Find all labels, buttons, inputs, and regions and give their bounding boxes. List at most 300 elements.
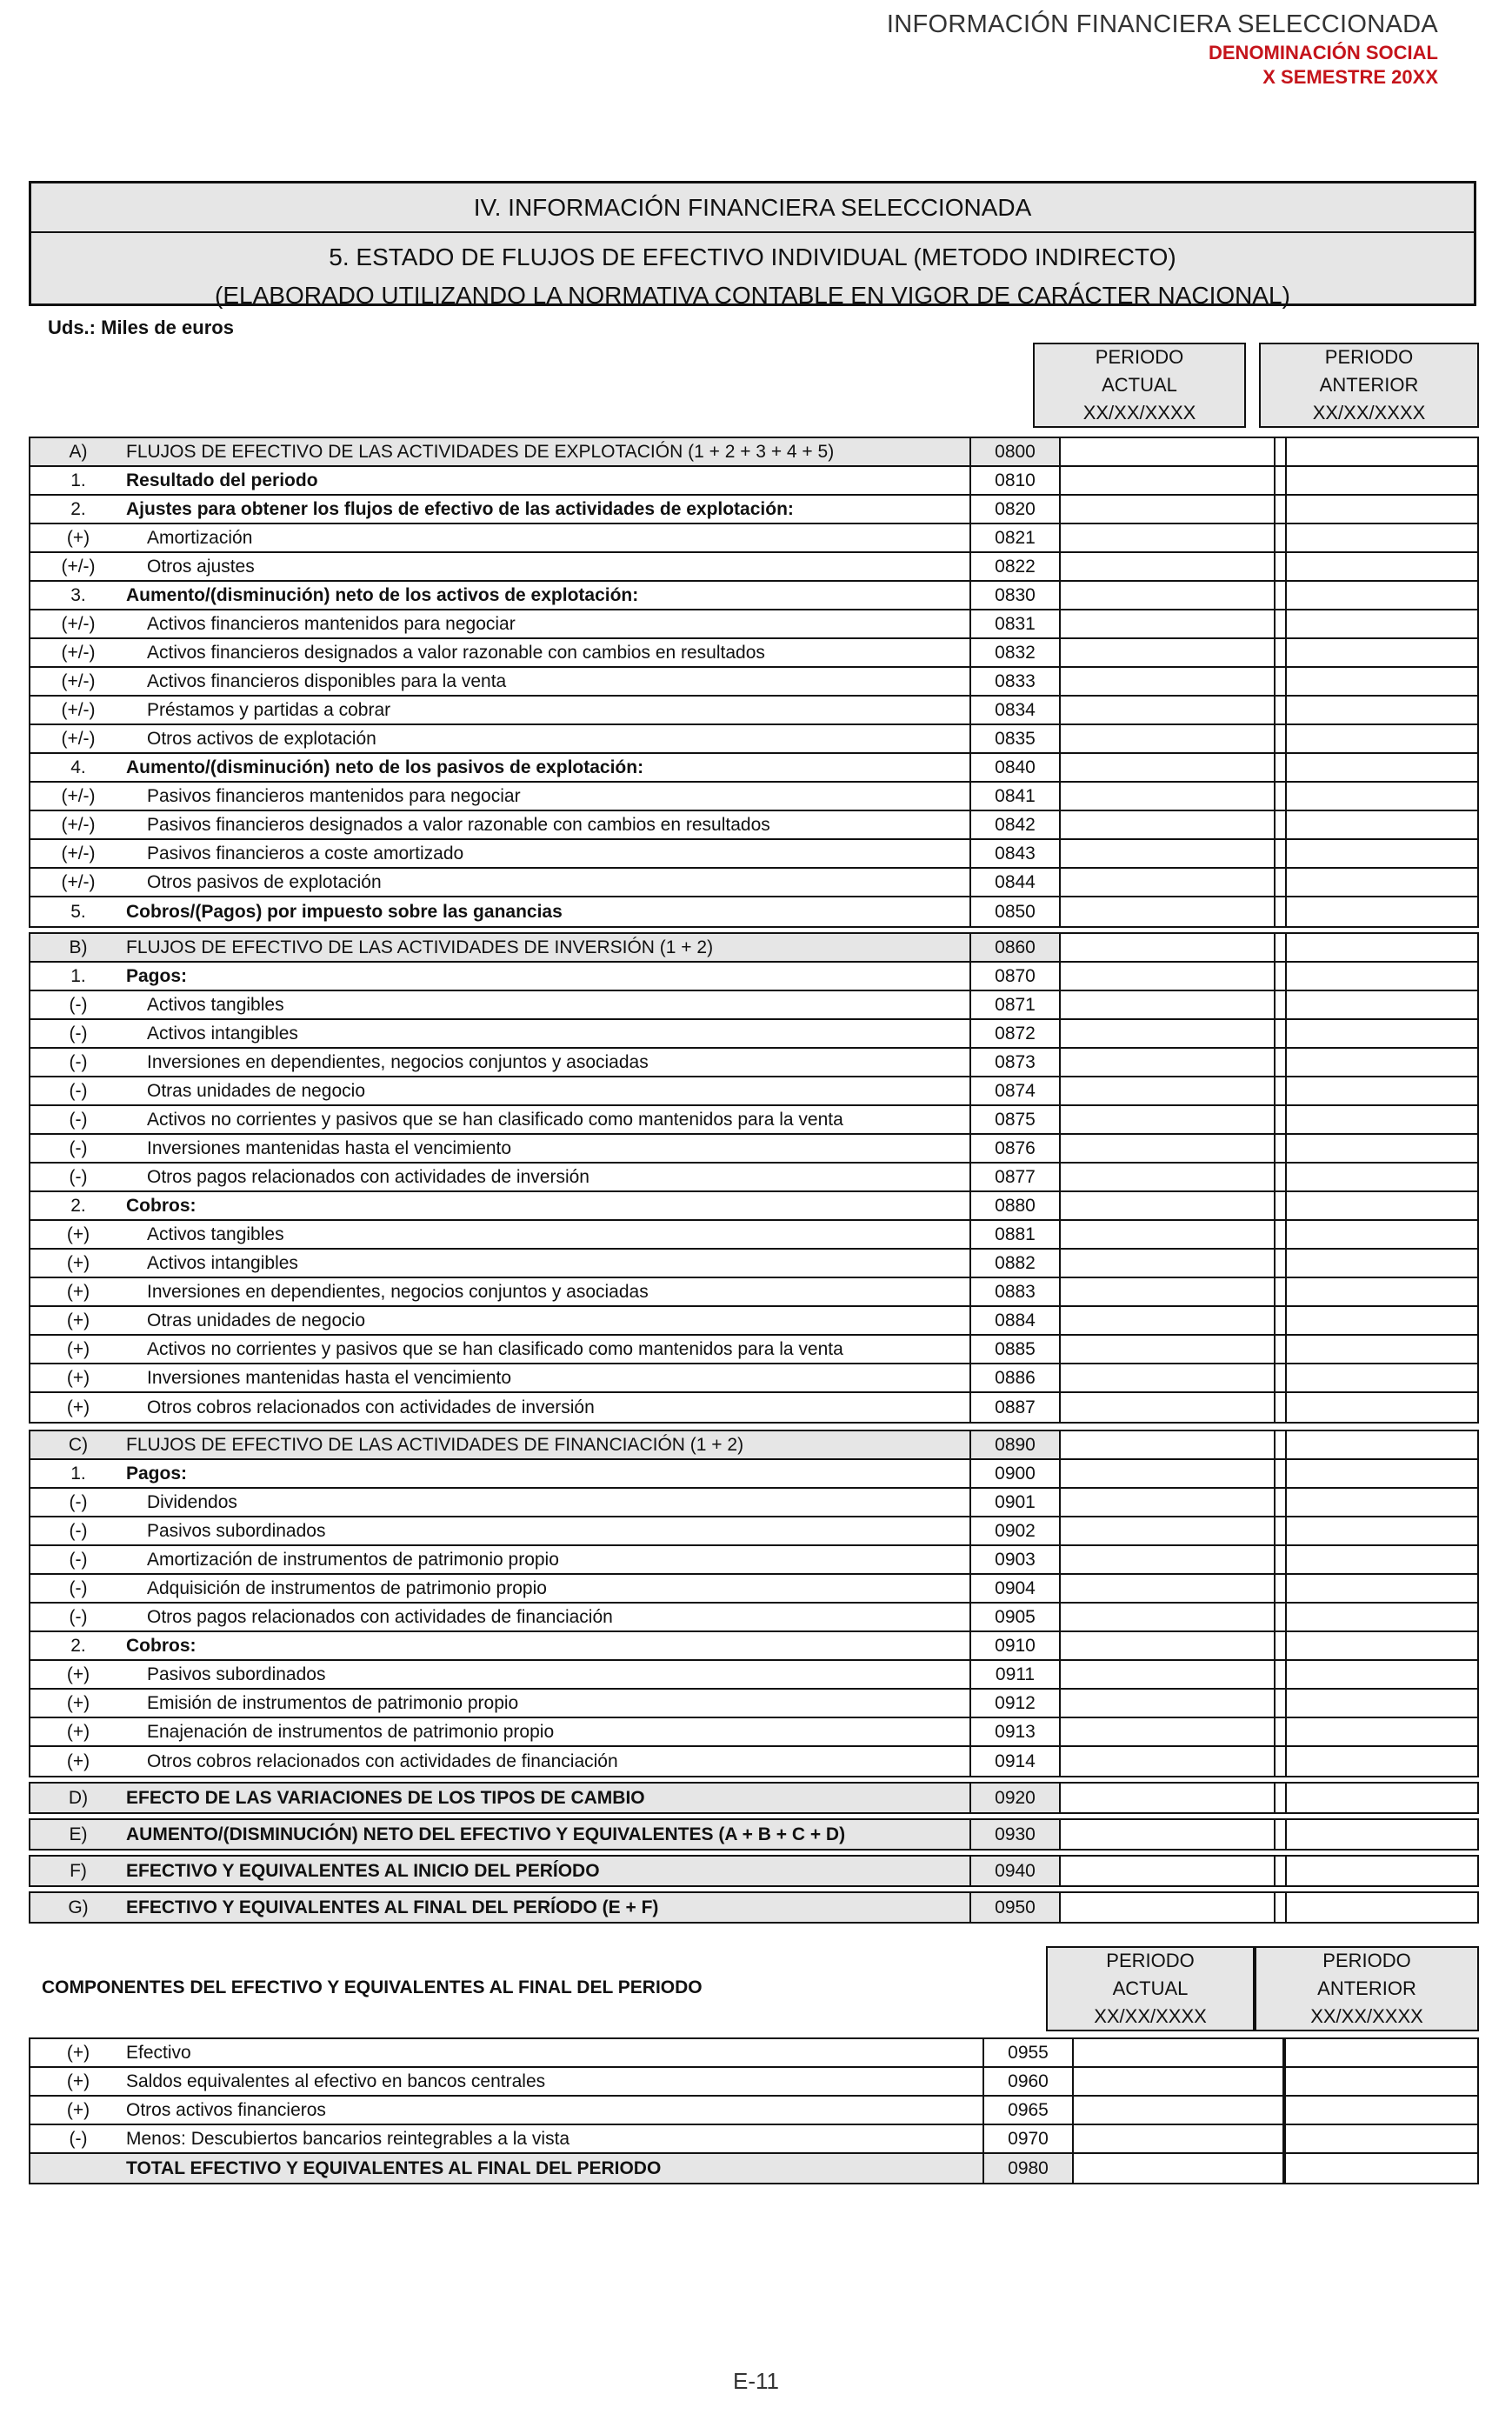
previous-period-value-cell[interactable] xyxy=(1287,467,1477,494)
row-label: Emisión de instrumentos de patrimonio propio xyxy=(147,1692,519,1713)
table-row xyxy=(30,553,1477,582)
row-label: Otros pasivos de explotación xyxy=(147,871,382,892)
current-period-value-cell[interactable] xyxy=(1061,1192,1274,1219)
previous-period-value-cell[interactable] xyxy=(1284,2125,1477,2152)
column-separator xyxy=(1274,1820,1287,1849)
table-row xyxy=(30,725,1477,754)
column-separator xyxy=(1274,1893,1287,1922)
row-sign: 2. xyxy=(70,1195,86,1216)
row-code: 0910 xyxy=(969,1632,1061,1659)
previous-period-value-cell[interactable] xyxy=(1287,1049,1477,1076)
row-label: Activos tangibles xyxy=(147,994,284,1015)
column-header-previous xyxy=(1259,343,1479,428)
table-row xyxy=(30,2068,1477,2097)
row-code: 0980 xyxy=(982,2154,1074,2183)
row-sign: (-) xyxy=(69,994,88,1015)
column-separator xyxy=(1274,1393,1287,1422)
row-label: Pagos: xyxy=(126,965,188,986)
current-period-value-cell[interactable] xyxy=(1061,754,1274,781)
row-label: Saldos equivalentes al efectivo en bancos centrales xyxy=(126,2071,546,2091)
previous-period-value-cell[interactable] xyxy=(1287,438,1477,465)
previous-period-value-cell[interactable] xyxy=(1287,725,1477,752)
column-separator xyxy=(1274,1307,1287,1334)
previous-period-value-cell[interactable] xyxy=(1284,2154,1477,2183)
table-row xyxy=(30,1135,1477,1164)
row-sign: (+) xyxy=(66,2071,90,2091)
table-row xyxy=(30,496,1477,524)
row-code: 0860 xyxy=(969,934,1061,961)
row-sign: (+/-) xyxy=(61,843,96,864)
table-row xyxy=(30,1431,1477,1460)
row-sign: 3. xyxy=(70,584,86,605)
table-row xyxy=(30,1077,1477,1106)
previous-period-value-cell[interactable] xyxy=(1287,1718,1477,1745)
current-period-value-cell[interactable] xyxy=(1061,811,1274,838)
previous-period-value-cell[interactable] xyxy=(1287,811,1477,838)
row-code: 0920 xyxy=(969,1784,1061,1812)
row-code: 0874 xyxy=(969,1077,1061,1104)
table-row xyxy=(30,1546,1477,1575)
row-label: Adquisición de instrumentos de patrimonio propio xyxy=(147,1577,547,1598)
row-code: 0884 xyxy=(969,1307,1061,1334)
row-sign: (+) xyxy=(66,1224,90,1244)
column-separator xyxy=(1274,1020,1287,1047)
previous-period-value-cell[interactable] xyxy=(1287,1661,1477,1688)
previous-period-value-cell[interactable] xyxy=(1287,668,1477,695)
column-separator xyxy=(1274,697,1287,724)
row-label: FLUJOS DE EFECTIVO DE LAS ACTIVIDADES DE INVERSIÓN (1 + 2) xyxy=(126,934,969,961)
current-period-value-cell[interactable] xyxy=(1061,1632,1274,1659)
previous-period-value-cell[interactable] xyxy=(1287,1393,1477,1422)
row-label: TOTAL EFECTIVO Y EQUIVALENTES AL FINAL DEL PERIODO xyxy=(126,2154,982,2183)
table-row xyxy=(30,1718,1477,1747)
previous-period-value-cell[interactable] xyxy=(1284,2097,1477,2124)
column-separator xyxy=(1274,897,1287,926)
column-separator xyxy=(1274,1517,1287,1544)
previous-period-value-cell[interactable] xyxy=(1287,1575,1477,1602)
column-separator xyxy=(1274,1546,1287,1573)
row-sign: (-) xyxy=(69,2128,88,2149)
current-period-value-cell[interactable] xyxy=(1061,1307,1274,1334)
row-code: 0912 xyxy=(969,1690,1061,1717)
current-period-value-cell[interactable] xyxy=(1061,869,1274,896)
column-separator xyxy=(1274,1784,1287,1812)
row-code: 0890 xyxy=(969,1431,1061,1458)
row-label: EFECTO DE LAS VARIACIONES DE LOS TIPOS DE CAMBIO xyxy=(126,1784,969,1812)
table-row xyxy=(30,1893,1477,1922)
row-label: Resultado del periodo xyxy=(126,470,318,490)
row-code: 0831 xyxy=(969,610,1061,637)
column-separator xyxy=(1274,934,1287,961)
table-row xyxy=(30,1575,1477,1604)
previous-period-value-cell[interactable] xyxy=(1284,2068,1477,2095)
current-period-value-cell[interactable] xyxy=(1061,1106,1274,1133)
column-separator xyxy=(1274,1460,1287,1487)
current-period-value-cell[interactable] xyxy=(1061,467,1274,494)
row-sign: (+) xyxy=(66,527,90,548)
previous-period-value-cell[interactable] xyxy=(1287,1221,1477,1248)
current-period-value-cell[interactable] xyxy=(1061,1820,1274,1849)
previous-period-value-cell[interactable] xyxy=(1287,1517,1477,1544)
row-label: Inversiones mantenidas hasta el vencimiento xyxy=(147,1367,512,1388)
current-period-value-cell[interactable] xyxy=(1061,1857,1274,1885)
row-sign: (+) xyxy=(66,1310,90,1330)
previous-period-value-cell[interactable] xyxy=(1287,582,1477,609)
column-separator xyxy=(1274,1690,1287,1717)
row-code: 0903 xyxy=(969,1546,1061,1573)
column-separator xyxy=(1274,467,1287,494)
row-sign: A) xyxy=(30,438,126,465)
row-code: 0905 xyxy=(969,1604,1061,1630)
column-header-previous-line2: ANTERIOR xyxy=(1319,374,1419,396)
current-period-value-cell[interactable] xyxy=(1061,1049,1274,1076)
current-period-value-cell[interactable] xyxy=(1061,697,1274,724)
previous-period-value-cell[interactable] xyxy=(1287,639,1477,666)
table-row xyxy=(30,668,1477,697)
previous-period-value-cell[interactable] xyxy=(1287,1784,1477,1812)
previous-period-value-cell[interactable] xyxy=(1287,1278,1477,1305)
row-label: Otros pagos relacionados con actividades de financiación xyxy=(147,1606,613,1627)
row-label: Activos financieros designados a valor razonable con cambios en resultados xyxy=(147,642,765,663)
current-period-value-cell[interactable] xyxy=(1061,1517,1274,1544)
current-period-value-cell[interactable] xyxy=(1061,1575,1274,1602)
row-code: 0850 xyxy=(969,897,1061,926)
row-code: 0821 xyxy=(969,524,1061,551)
previous-period-value-cell[interactable] xyxy=(1287,869,1477,896)
current-period-value-cell[interactable] xyxy=(1061,783,1274,810)
row-sign: (-) xyxy=(69,1051,88,1072)
table-row xyxy=(30,438,1477,467)
row-label: Aumento/(disminución) neto de los pasivos de explotación: xyxy=(126,757,644,777)
components-table xyxy=(29,2037,1479,2184)
previous-period-value-cell[interactable] xyxy=(1287,524,1477,551)
table-row xyxy=(30,1278,1477,1307)
column-separator xyxy=(1274,1278,1287,1305)
previous-period-value-cell[interactable] xyxy=(1287,1546,1477,1573)
previous-period-value-cell[interactable] xyxy=(1287,1690,1477,1717)
row-sign: (+) xyxy=(66,1397,90,1417)
row-label: EFECTIVO Y EQUIVALENTES AL INICIO DEL PERÍODO xyxy=(126,1857,969,1885)
table-row xyxy=(30,1192,1477,1221)
row-label: Otros activos de explotación xyxy=(147,728,376,749)
column-separator xyxy=(1274,668,1287,695)
previous-period-value-cell[interactable] xyxy=(1287,783,1477,810)
row-label: EFECTIVO Y EQUIVALENTES AL FINAL DEL PERÍODO (E + F) xyxy=(126,1893,969,1922)
table-row xyxy=(30,1336,1477,1364)
row-label: Activos intangibles xyxy=(147,1023,298,1044)
row-label: Inversiones en dependientes, negocios conjuntos y asociadas xyxy=(147,1051,649,1072)
row-label: Otros ajustes xyxy=(147,556,255,577)
document-header-title: INFORMACIÓN FINANCIERA SELECCIONADA xyxy=(886,10,1438,38)
row-sign: 1. xyxy=(70,1463,86,1484)
table-row xyxy=(30,963,1477,991)
current-period-value-cell[interactable] xyxy=(1074,2125,1282,2152)
current-period-value-cell[interactable] xyxy=(1061,1718,1274,1745)
column-separator xyxy=(1274,438,1287,465)
row-label: Inversiones mantenidas hasta el vencimiento xyxy=(147,1137,512,1158)
section-title: IV. INFORMACIÓN FINANCIERA SELECCIONADA xyxy=(31,183,1474,233)
row-label: FLUJOS DE EFECTIVO DE LAS ACTIVIDADES DE FINANCIACIÓN (1 + 2) xyxy=(126,1431,969,1458)
current-period-value-cell[interactable] xyxy=(1061,639,1274,666)
row-label: Enajenación de instrumentos de patrimonio propio xyxy=(147,1721,555,1742)
column-separator xyxy=(1274,1221,1287,1248)
row-sign: (+/-) xyxy=(61,699,96,720)
previous-period-value-cell[interactable] xyxy=(1287,610,1477,637)
row-sign: (-) xyxy=(69,1606,88,1627)
previous-period-value-cell[interactable] xyxy=(1287,553,1477,580)
table-row xyxy=(30,1106,1477,1135)
row-sign: G) xyxy=(30,1893,126,1922)
current-period-value-cell[interactable] xyxy=(1074,2039,1282,2066)
components-column-header-current xyxy=(1046,1946,1255,2031)
row-sign: 1. xyxy=(70,470,86,490)
row-sign: (+) xyxy=(66,1252,90,1273)
current-period-value-cell[interactable] xyxy=(1061,1135,1274,1162)
row-label: Menos: Descubiertos bancarios reintegrables a la vista xyxy=(126,2128,570,2149)
row-label: Activos no corrientes y pasivos que se han clasificado como mantenidos para la venta xyxy=(147,1338,843,1359)
previous-period-value-cell[interactable] xyxy=(1287,1135,1477,1162)
row-sign: (+) xyxy=(66,2042,90,2063)
previous-period-value-cell[interactable] xyxy=(1287,1364,1477,1391)
row-sign: (+) xyxy=(66,1721,90,1742)
previous-period-value-cell[interactable] xyxy=(1287,934,1477,961)
previous-period-value-cell[interactable] xyxy=(1287,697,1477,724)
current-period-value-cell[interactable] xyxy=(1061,1661,1274,1688)
total-row xyxy=(30,2154,1477,2183)
row-label: Otros cobros relacionados con actividades de inversión xyxy=(147,1397,595,1417)
current-period-value-cell[interactable] xyxy=(1061,1604,1274,1630)
column-header-current xyxy=(1033,343,1246,428)
current-period-value-cell[interactable] xyxy=(1074,2154,1282,2183)
table-row xyxy=(30,1460,1477,1489)
previous-period-value-cell[interactable] xyxy=(1287,1250,1477,1277)
current-period-value-cell[interactable] xyxy=(1061,1020,1274,1047)
row-sign: (+/-) xyxy=(61,556,96,577)
column-separator xyxy=(1274,1336,1287,1363)
previous-period-value-cell[interactable] xyxy=(1287,1106,1477,1133)
row-code: 0842 xyxy=(969,811,1061,838)
current-period-value-cell[interactable] xyxy=(1061,524,1274,551)
current-period-value-cell[interactable] xyxy=(1061,725,1274,752)
row-code: 0810 xyxy=(969,467,1061,494)
row-sign: E) xyxy=(30,1820,126,1849)
column-separator xyxy=(1274,1604,1287,1630)
current-period-value-cell[interactable] xyxy=(1061,582,1274,609)
current-period-value-cell[interactable] xyxy=(1061,553,1274,580)
row-sign: (+/-) xyxy=(61,785,96,806)
row-code: 0843 xyxy=(969,840,1061,867)
components-label: COMPONENTES DEL EFECTIVO Y EQUIVALENTES AL FINAL DEL PERIODO xyxy=(42,1977,703,1997)
previous-period-value-cell[interactable] xyxy=(1287,1857,1477,1885)
row-code: 0970 xyxy=(982,2125,1074,2152)
row-sign: (+) xyxy=(66,1664,90,1684)
current-period-value-cell[interactable] xyxy=(1061,1221,1274,1248)
table-row xyxy=(30,1307,1477,1336)
previous-period-value-cell[interactable] xyxy=(1287,963,1477,990)
row-code: 0820 xyxy=(969,496,1061,523)
current-period-value-cell[interactable] xyxy=(1061,1336,1274,1363)
row-code: 0882 xyxy=(969,1250,1061,1277)
row-sign: (+/-) xyxy=(61,642,96,663)
row-code: 0800 xyxy=(969,438,1061,465)
table-row xyxy=(30,1857,1477,1885)
current-period-value-cell[interactable] xyxy=(1061,1278,1274,1305)
row-code: 0913 xyxy=(969,1718,1061,1745)
current-period-value-cell[interactable] xyxy=(1061,1364,1274,1391)
column-separator xyxy=(1274,1575,1287,1602)
row-code: 0902 xyxy=(969,1517,1061,1544)
row-code: 0965 xyxy=(982,2097,1074,2124)
row-code: 0886 xyxy=(969,1364,1061,1391)
row-code: 0881 xyxy=(969,1221,1061,1248)
row-code: 0885 xyxy=(969,1336,1061,1363)
previous-period-value-cell[interactable] xyxy=(1287,991,1477,1018)
row-label: Préstamos y partidas a cobrar xyxy=(147,699,391,720)
row-code: 0914 xyxy=(969,1747,1061,1776)
table-row xyxy=(30,1517,1477,1546)
table-row xyxy=(30,639,1477,668)
row-sign: (-) xyxy=(69,1166,88,1187)
current-period-value-cell[interactable] xyxy=(1061,1164,1274,1190)
row-code: 0871 xyxy=(969,991,1061,1018)
column-separator xyxy=(1274,1747,1287,1776)
row-label: Pasivos financieros designados a valor razonable con cambios en resultados xyxy=(147,814,770,835)
current-period-value-cell[interactable] xyxy=(1061,1747,1274,1776)
column-separator xyxy=(1274,639,1287,666)
row-code: 0950 xyxy=(969,1893,1061,1922)
previous-period-value-cell[interactable] xyxy=(1284,2039,1477,2066)
row-sign: C) xyxy=(30,1431,126,1458)
table-row xyxy=(30,467,1477,496)
row-label: Amortización xyxy=(147,527,253,548)
row-sign: (+/-) xyxy=(61,728,96,749)
current-period-value-cell[interactable] xyxy=(1061,1489,1274,1516)
current-period-value-cell[interactable] xyxy=(1061,1393,1274,1422)
column-header-previous-line1: PERIODO xyxy=(1324,346,1414,368)
column-separator xyxy=(1274,1164,1287,1190)
previous-period-value-cell[interactable] xyxy=(1287,840,1477,867)
previous-period-value-cell[interactable] xyxy=(1287,1431,1477,1458)
current-period-value-cell[interactable] xyxy=(1061,1893,1274,1922)
row-sign: 1. xyxy=(70,965,86,986)
previous-period-value-cell[interactable] xyxy=(1287,1307,1477,1334)
column-header-current-line1: PERIODO xyxy=(1095,346,1184,368)
current-period-value-cell[interactable] xyxy=(1061,897,1274,926)
current-period-value-cell[interactable] xyxy=(1061,1460,1274,1487)
row-sign: F) xyxy=(30,1857,126,1885)
column-separator xyxy=(1274,553,1287,580)
column-separator xyxy=(1274,840,1287,867)
row-code: 0840 xyxy=(969,754,1061,781)
previous-period-value-cell[interactable] xyxy=(1287,1893,1477,1922)
row-code: 0901 xyxy=(969,1489,1061,1516)
company-name: DENOMINACIÓN SOCIAL xyxy=(1209,42,1438,63)
current-period-value-cell[interactable] xyxy=(1074,2097,1282,2124)
previous-period-value-cell[interactable] xyxy=(1287,1460,1477,1487)
current-period-value-cell[interactable] xyxy=(1061,963,1274,990)
previous-period-value-cell[interactable] xyxy=(1287,754,1477,781)
previous-period-value-cell[interactable] xyxy=(1287,1604,1477,1630)
previous-period-value-cell[interactable] xyxy=(1287,496,1477,523)
components-column-header-current-line1: PERIODO xyxy=(1106,1950,1195,1971)
previous-period-value-cell[interactable] xyxy=(1287,1489,1477,1516)
row-code: 0877 xyxy=(969,1164,1061,1190)
table-row xyxy=(30,1747,1477,1776)
previous-period-value-cell[interactable] xyxy=(1287,1164,1477,1190)
statement-title xyxy=(31,233,1474,315)
row-sign: (+/-) xyxy=(61,814,96,835)
current-period-value-cell[interactable] xyxy=(1061,496,1274,523)
previous-period-value-cell[interactable] xyxy=(1287,1747,1477,1776)
row-label: Activos financieros disponibles para la venta xyxy=(147,670,507,691)
row-sign: (-) xyxy=(69,1109,88,1130)
column-separator xyxy=(1274,1661,1287,1688)
table-row xyxy=(30,2039,1477,2068)
table-row xyxy=(30,840,1477,869)
components-column-header-current-line2: ACTUAL xyxy=(1112,1977,1189,1999)
current-period-value-cell[interactable] xyxy=(1061,610,1274,637)
current-period-value-cell[interactable] xyxy=(1074,2068,1282,2095)
table-row xyxy=(30,783,1477,811)
previous-period-value-cell[interactable] xyxy=(1287,897,1477,926)
table-row xyxy=(30,1164,1477,1192)
current-period-value-cell[interactable] xyxy=(1061,934,1274,961)
table-row xyxy=(30,2097,1477,2125)
previous-period-value-cell[interactable] xyxy=(1287,1820,1477,1849)
row-label: Cobros/(Pagos) por impuesto sobre las ganancias xyxy=(126,901,563,922)
row-code: 0900 xyxy=(969,1460,1061,1487)
current-period-value-cell[interactable] xyxy=(1061,438,1274,465)
row-code: 0940 xyxy=(969,1857,1061,1885)
column-separator xyxy=(1274,1364,1287,1391)
section-title-box xyxy=(29,181,1476,309)
current-period-value-cell[interactable] xyxy=(1061,840,1274,867)
previous-period-value-cell[interactable] xyxy=(1287,1192,1477,1219)
current-period-value-cell[interactable] xyxy=(1061,1546,1274,1573)
components-column-header-current-line3: XX/XX/XXXX xyxy=(1094,2005,1207,2027)
row-sign: (-) xyxy=(69,1137,88,1158)
row-code: 0876 xyxy=(969,1135,1061,1162)
table-row xyxy=(30,811,1477,840)
previous-period-value-cell[interactable] xyxy=(1287,1336,1477,1363)
table-row xyxy=(30,1604,1477,1632)
table-section xyxy=(29,1891,1479,1924)
previous-period-value-cell[interactable] xyxy=(1287,1632,1477,1659)
row-sign: D) xyxy=(30,1784,126,1812)
current-period-value-cell[interactable] xyxy=(1061,991,1274,1018)
current-period-value-cell[interactable] xyxy=(1061,1250,1274,1277)
row-sign: (+) xyxy=(66,1692,90,1713)
table-row xyxy=(30,754,1477,783)
current-period-value-cell[interactable] xyxy=(1061,1690,1274,1717)
previous-period-value-cell[interactable] xyxy=(1287,1020,1477,1047)
current-period-value-cell[interactable] xyxy=(1061,1077,1274,1104)
row-sign: (-) xyxy=(69,1520,88,1541)
previous-period-value-cell[interactable] xyxy=(1287,1077,1477,1104)
row-code: 0955 xyxy=(982,2039,1074,2066)
row-code: 0833 xyxy=(969,668,1061,695)
table-section xyxy=(29,1855,1479,1887)
current-period-value-cell[interactable] xyxy=(1061,668,1274,695)
row-sign: (+) xyxy=(66,1338,90,1359)
current-period-value-cell[interactable] xyxy=(1061,1431,1274,1458)
current-period-value-cell[interactable] xyxy=(1061,1784,1274,1812)
components-column-header-previous xyxy=(1255,1946,1479,2031)
row-label: FLUJOS DE EFECTIVO DE LAS ACTIVIDADES DE EXPLOTACIÓN (1 + 2 + 3 + 4 + 5) xyxy=(126,438,969,465)
row-code: 0870 xyxy=(969,963,1061,990)
row-sign: 4. xyxy=(70,757,86,777)
components-column-header-previous-line3: XX/XX/XXXX xyxy=(1310,2005,1423,2027)
